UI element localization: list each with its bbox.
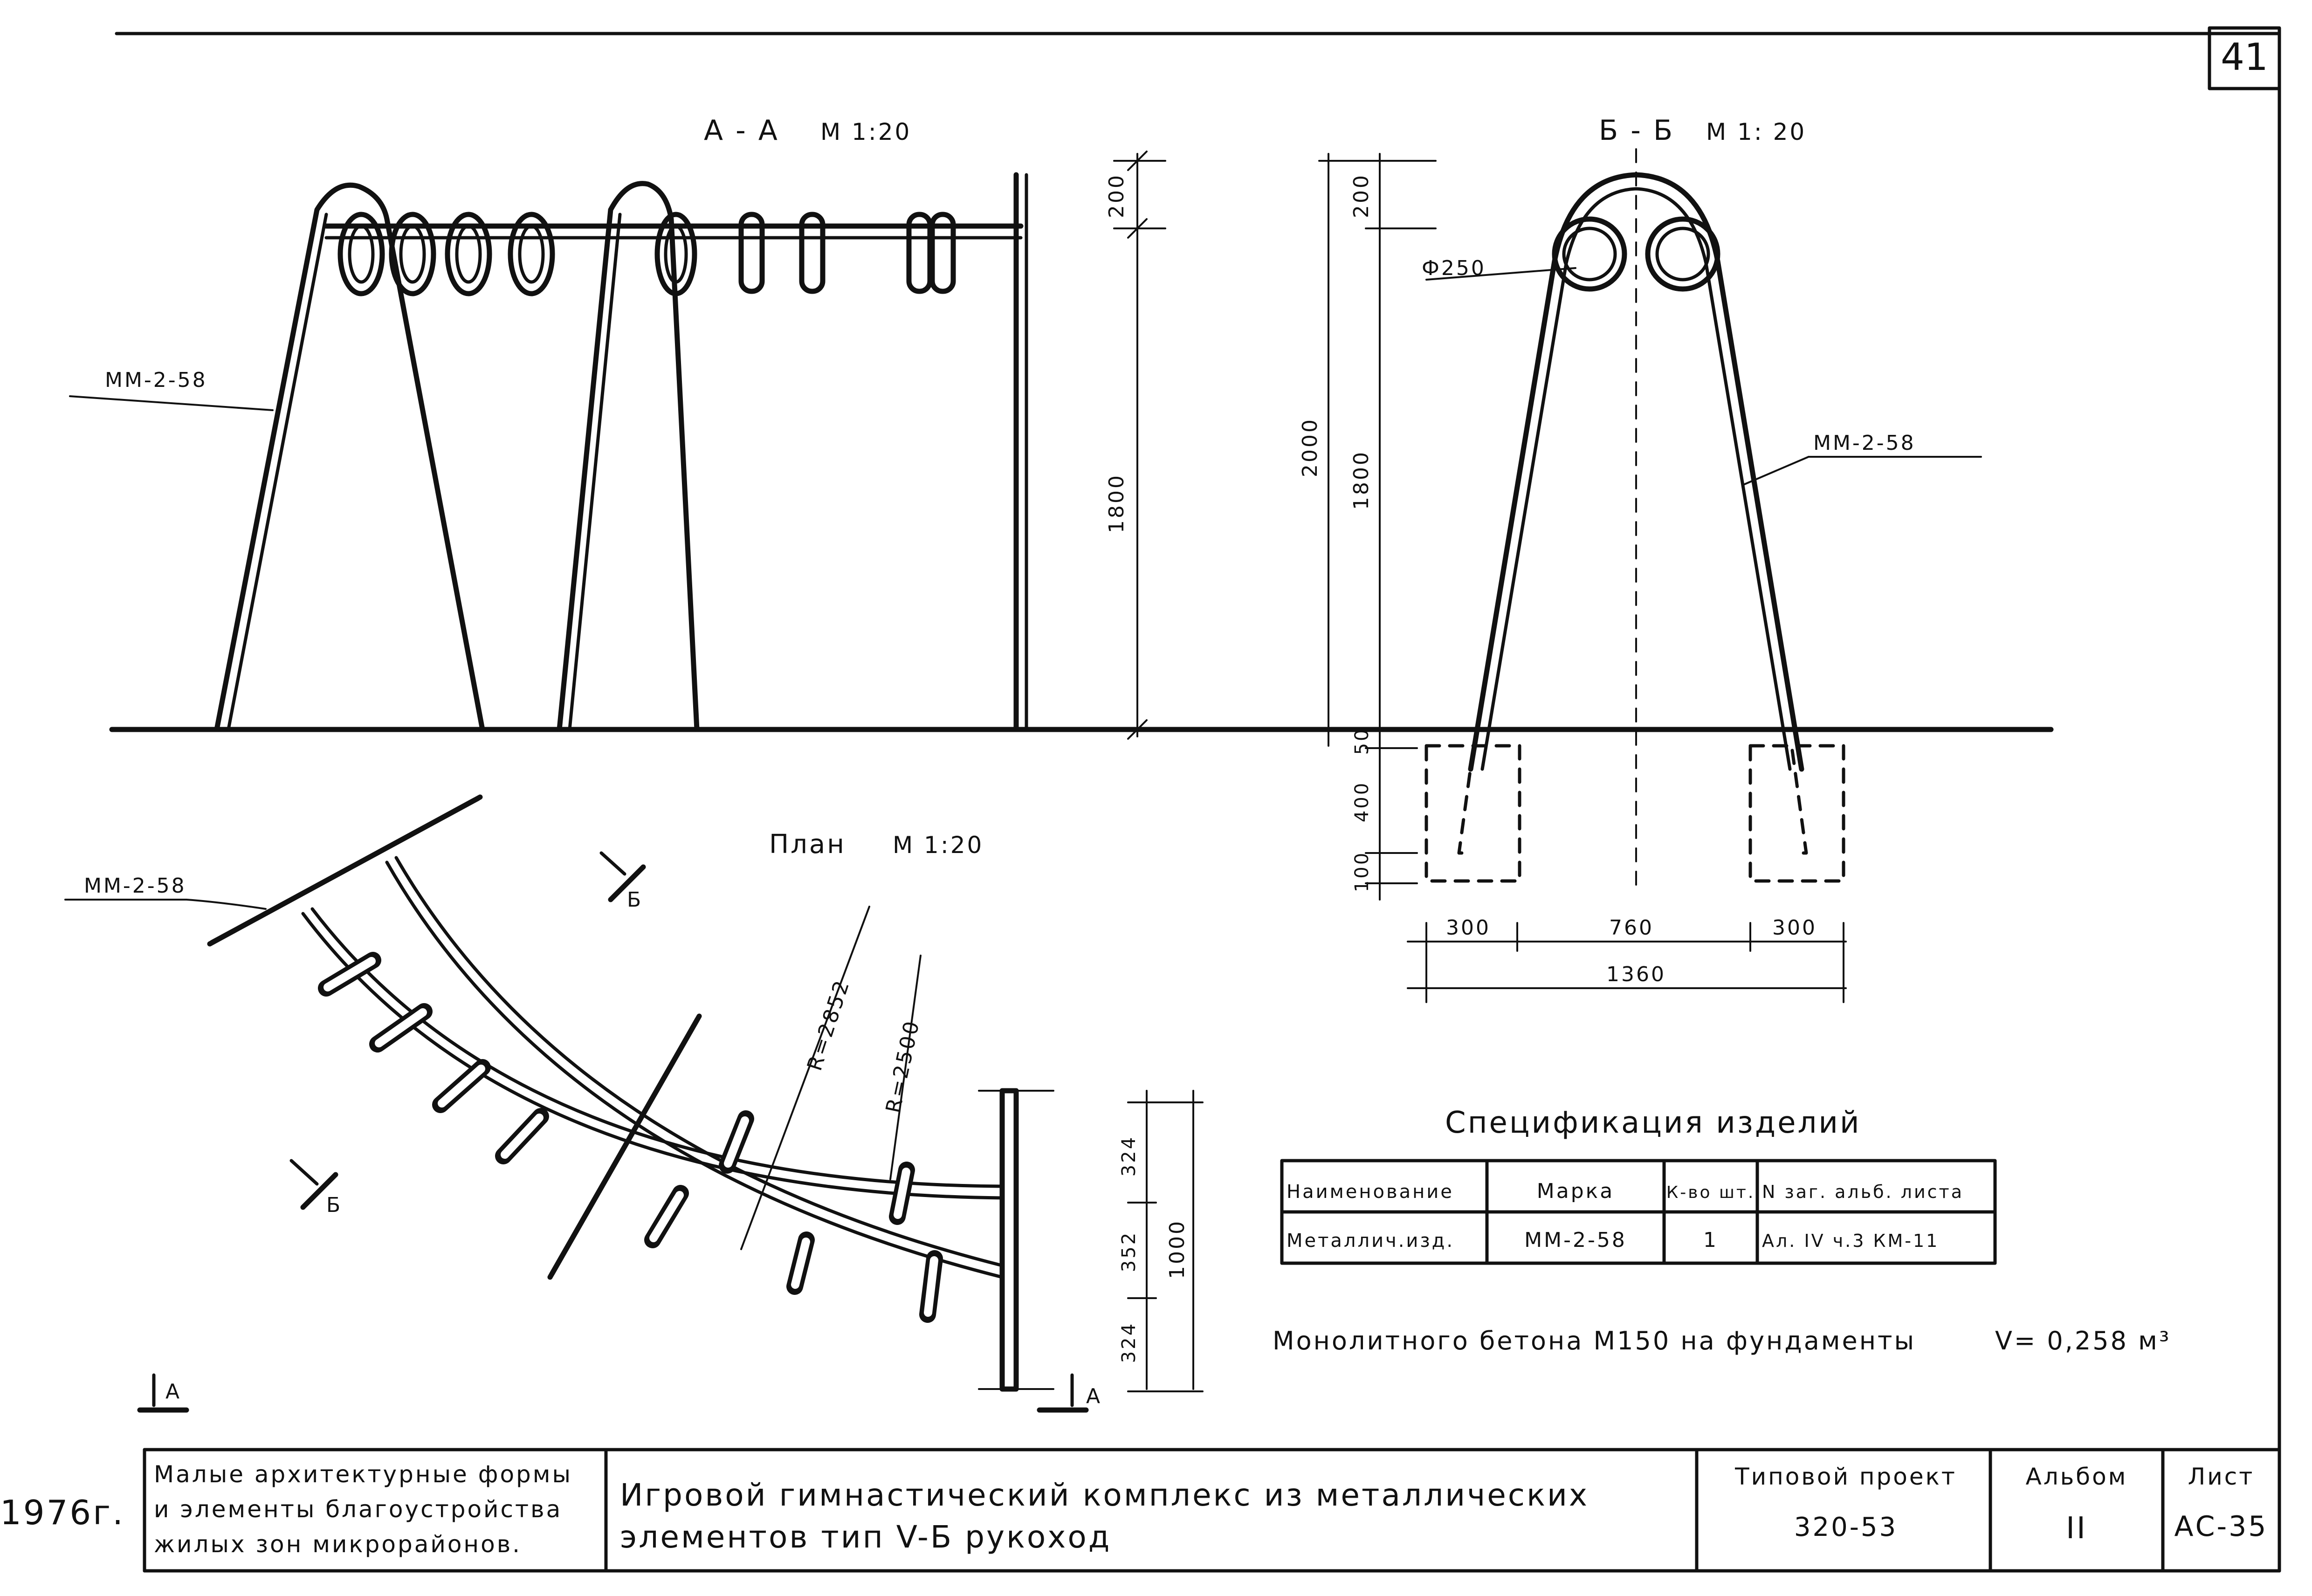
spec-header-sheet: N заг. альб. листа — [1762, 1182, 1964, 1202]
sheet-number: 41 — [2221, 35, 2268, 79]
dim-width-total: 1360 — [1606, 963, 1666, 986]
ring-diameter-label: Ф250 — [1422, 256, 1486, 280]
dimension-bb-horizontal — [1408, 916, 1846, 1002]
dimension-plan — [1118, 1091, 1203, 1391]
spec-header-qty: К-во шт. — [1666, 1183, 1755, 1202]
plan-end-post — [1002, 1091, 1016, 1389]
a-frame-middle — [559, 184, 697, 729]
section-aa-scale: М 1:20 — [820, 118, 912, 145]
dim-bb-total: 2000 — [1298, 418, 1322, 477]
foundation-right — [1750, 746, 1844, 881]
plan-view — [65, 797, 1203, 1410]
spec-cell-qty: 1 — [1703, 1228, 1718, 1252]
mark-label-bb: ММ-2-58 — [1813, 431, 1916, 455]
album-number: II — [2066, 1511, 2087, 1546]
spec-cell-mark: ММ-2-58 — [1524, 1228, 1627, 1252]
sheet-code: АС-35 — [2174, 1510, 2268, 1543]
dim-aa-height: 1800 — [1105, 474, 1128, 533]
radius-outer-leader — [741, 907, 869, 1249]
specification — [1282, 1106, 1995, 1263]
title-series-line3: жилых зон микрорайонов. — [154, 1531, 522, 1558]
svg-text:Б: Б — [627, 888, 643, 912]
project-label: Типовой проект — [1735, 1463, 1957, 1490]
dim-width-760: 760 — [1609, 916, 1654, 940]
dim-width-300-left: 300 — [1446, 916, 1491, 940]
title-main-line2: элементов тип V-Б рукоход — [620, 1519, 1112, 1555]
mark-label-aa: ММ-2-58 — [105, 368, 207, 392]
cut-mark-b-top — [601, 853, 643, 912]
dim-bb-height: 1800 — [1349, 450, 1373, 510]
dimension-aa — [1105, 151, 1165, 739]
cut-mark-b-bottom — [291, 1161, 342, 1217]
spec-cell-name: Металлич.изд. — [1287, 1230, 1455, 1252]
cut-mark-a-right — [1039, 1375, 1102, 1410]
dim-plan-total: 1000 — [1165, 1219, 1189, 1279]
mark-label-plan: ММ-2-58 — [84, 874, 186, 898]
dim-width-300-right: 300 — [1772, 916, 1817, 940]
title-year: 1976г. — [0, 1493, 125, 1532]
title-block — [0, 1450, 2268, 1571]
plan-scale: М 1:20 — [893, 832, 984, 859]
radius-inner-label: R=2500 — [881, 1017, 925, 1115]
section-bb-scale: М 1: 20 — [1706, 118, 1807, 145]
dim-found-50: 50 — [1351, 727, 1373, 755]
dim-found-100: 100 — [1351, 851, 1373, 893]
section-aa-title: А - А — [704, 114, 779, 147]
spec-title: Спецификация изделий — [1445, 1106, 1861, 1140]
section-bb-title: Б - Б — [1599, 114, 1675, 147]
svg-text:Б: Б — [326, 1193, 343, 1217]
album-label: Альбом — [2025, 1463, 2128, 1490]
spec-header-name: Наименование — [1287, 1181, 1454, 1203]
dim-aa-top: 200 — [1105, 173, 1128, 218]
section-aa — [70, 114, 2051, 739]
dim-bb-top: 200 — [1349, 173, 1373, 218]
section-bb — [1298, 114, 1981, 1002]
dim-plan-352: 352 — [1118, 1231, 1140, 1273]
title-series-line1: Малые архитектурные формы — [154, 1461, 572, 1488]
svg-text:А: А — [1086, 1384, 1102, 1408]
cut-mark-a-left — [140, 1375, 186, 1410]
title-main-line1: Игровой гимнастический комплекс из металлических — [620, 1477, 1589, 1513]
arch-frame — [1471, 175, 1802, 769]
spec-cell-sheet: Ал. IV ч.3 КМ-11 — [1762, 1231, 1940, 1251]
title-series-line2: и элементы благоустройства — [154, 1496, 563, 1523]
dim-plan-324-bottom: 324 — [1118, 1321, 1140, 1363]
spec-header-mark: Марка — [1536, 1179, 1615, 1203]
drawing-frame — [117, 28, 2279, 1571]
dim-found-400: 400 — [1351, 781, 1373, 823]
dim-plan-324-top: 324 — [1118, 1135, 1140, 1177]
concrete-volume: V= 0,258 м³ — [1995, 1326, 2171, 1355]
svg-text:А: А — [165, 1380, 182, 1403]
radius-outer-label: R=2852 — [802, 976, 855, 1074]
sheet-label: Лист — [2188, 1463, 2255, 1490]
concrete-note: Монолитного бетона М150 на фундаменты — [1273, 1326, 1916, 1355]
project-number: 320-53 — [1794, 1512, 1898, 1542]
plan-title: План — [769, 829, 846, 860]
dimension-bb-vertical — [1298, 154, 1436, 900]
